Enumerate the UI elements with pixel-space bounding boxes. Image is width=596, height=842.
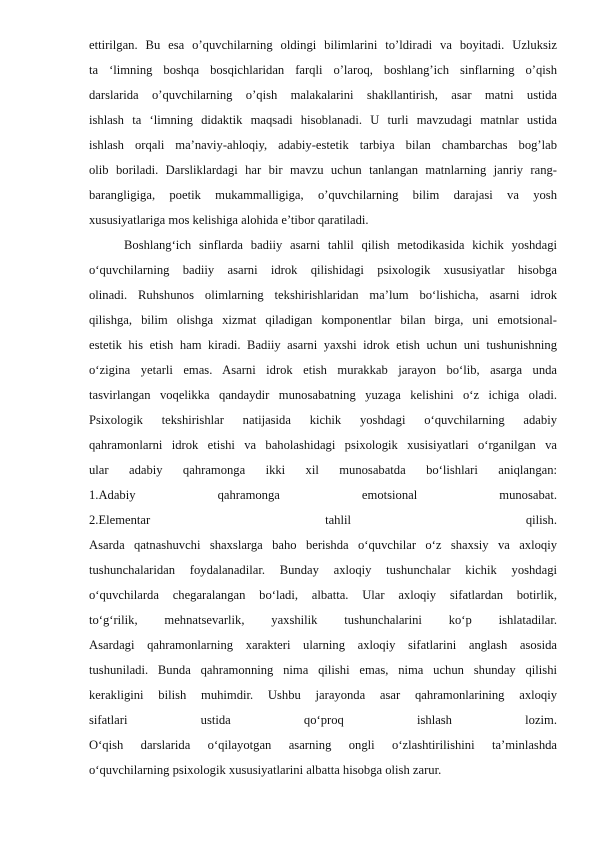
text-line: ishlash orqali ma’naviy-ahloqiy, adabiy-estetik tarbiya bilan chambarchas bog’lab [89, 138, 557, 152]
text-line: Asarda qatnashuvchi shaxslarga baho berishda o‘quvchilar o‘z shaxsiy va axloqiy [89, 538, 557, 552]
text-line: xususiyatlariga mos kelishiga alohida e’tibor qaratiladi. [89, 213, 369, 227]
text-line: ishlash ta ‘limning didaktik maqsadi hisoblanadi. U turli mavzudagi matnlar ustida [89, 113, 557, 127]
text-line: O‘qish darslarida o‘qilayotgan asarning ongli o‘zlashtirilishini ta’minlashda [89, 738, 557, 752]
text-line: sifatlari ustida qo‘proq ishlash lozim. [89, 713, 557, 727]
text-line: estetik his etish ham kiradi. Badiiy asarni yaxshi idrok etish uchun uni tushunishning [89, 338, 557, 352]
text-line: tushuniladi. Bunda qahramonning nima qilishi emas, nima uchun shunday qilishi [89, 663, 557, 677]
text-line: Boshlang‘ich sinflarda badiiy asarni tahlil qilish metodikasida kichik yoshdagi [124, 238, 557, 252]
text-line: o‘quvchilarning psixologik xususiyatlarini albatta hisobga olish zarur. [89, 763, 442, 777]
text-line: kerakligini bilish muhimdir. Ushbu jarayonda asar qahramonlarining axloqiy [89, 688, 557, 702]
text-line: ta ‘limning boshqa bosqichlaridan farqli o’laroq, boshlang’ich sinflarning o’qish [89, 63, 557, 77]
text-line: ettirilgan. Bu esa o’quvchilarning oldingi bilimlarini to’ldiradi va boyitadi. Uzluksiz [89, 38, 557, 52]
text-line: ular adabiy qahramonga ikki xil munosabatda bo‘lishlari aniqlangan: [89, 463, 557, 477]
text-line: o‘quvchilarda chegaralangan bo‘ladi, albatta. Ular axloqiy sifatlardan botirlik, [89, 588, 557, 602]
text-line: olib boriladi. Darsliklardagi har bir mavzu uchun tanlangan matnlarning janriy rang- [89, 163, 557, 177]
text-line: barangligiga, poetik mukammalligiga, o’quvchilarning bilim darajasi va yosh [89, 188, 557, 202]
list-item: 1.Adabiy qahramonga emotsional munosabat. [89, 488, 557, 502]
text-line: tushunchalaridan foydalanadilar. Bunday axloqiy tushunchalar kichik yoshdagi [89, 563, 557, 577]
text-line: darslarida o’quvchilarning o’qish malakalarini shakllantirish, asar matni ustida [89, 88, 557, 102]
body-text [89, 33, 557, 783]
list-item: 2.Elementar tahlil qilish. [89, 513, 557, 527]
text-line: qahramonlarni idrok etishi va baholashidagi psixologik xusisiyatlari o‘rganilgan va [89, 438, 557, 452]
text-line: olinadi. Ruhshunos olimlarning tekshirishlaridan ma’lum bo‘lishicha, asarni idrok [89, 288, 557, 302]
text-line: tasvirlangan voqelikka qandaydir munosabatning yuzaga kelishini o‘z ichiga oladi. [89, 388, 557, 402]
text-line: Psixologik tekshirishlar natijasida kichik yoshdagi o‘quvchilarning adabiy [89, 413, 557, 427]
text-line: o‘zigina yetarli emas. Asarni idrok etish murakkab jarayon bo‘lib, asarga unda [89, 363, 557, 377]
text-line: o‘quvchilarning badiiy asarni idrok qilishidagi psixologik xususiyatlar hisobga [89, 263, 557, 277]
text-line: to‘g‘rilik, mehnatsevarlik, yaxshilik tushunchalarini ko‘p ishlatadilar. [89, 613, 557, 627]
text-line: Asardagi qahramonlarning xarakteri ularning axloqiy sifatlarini anglash asosida [89, 638, 557, 652]
text-line: qilishga, bilim olishga xizmat qiladigan komponentlar bilan birga, uni emotsional- [89, 313, 557, 327]
